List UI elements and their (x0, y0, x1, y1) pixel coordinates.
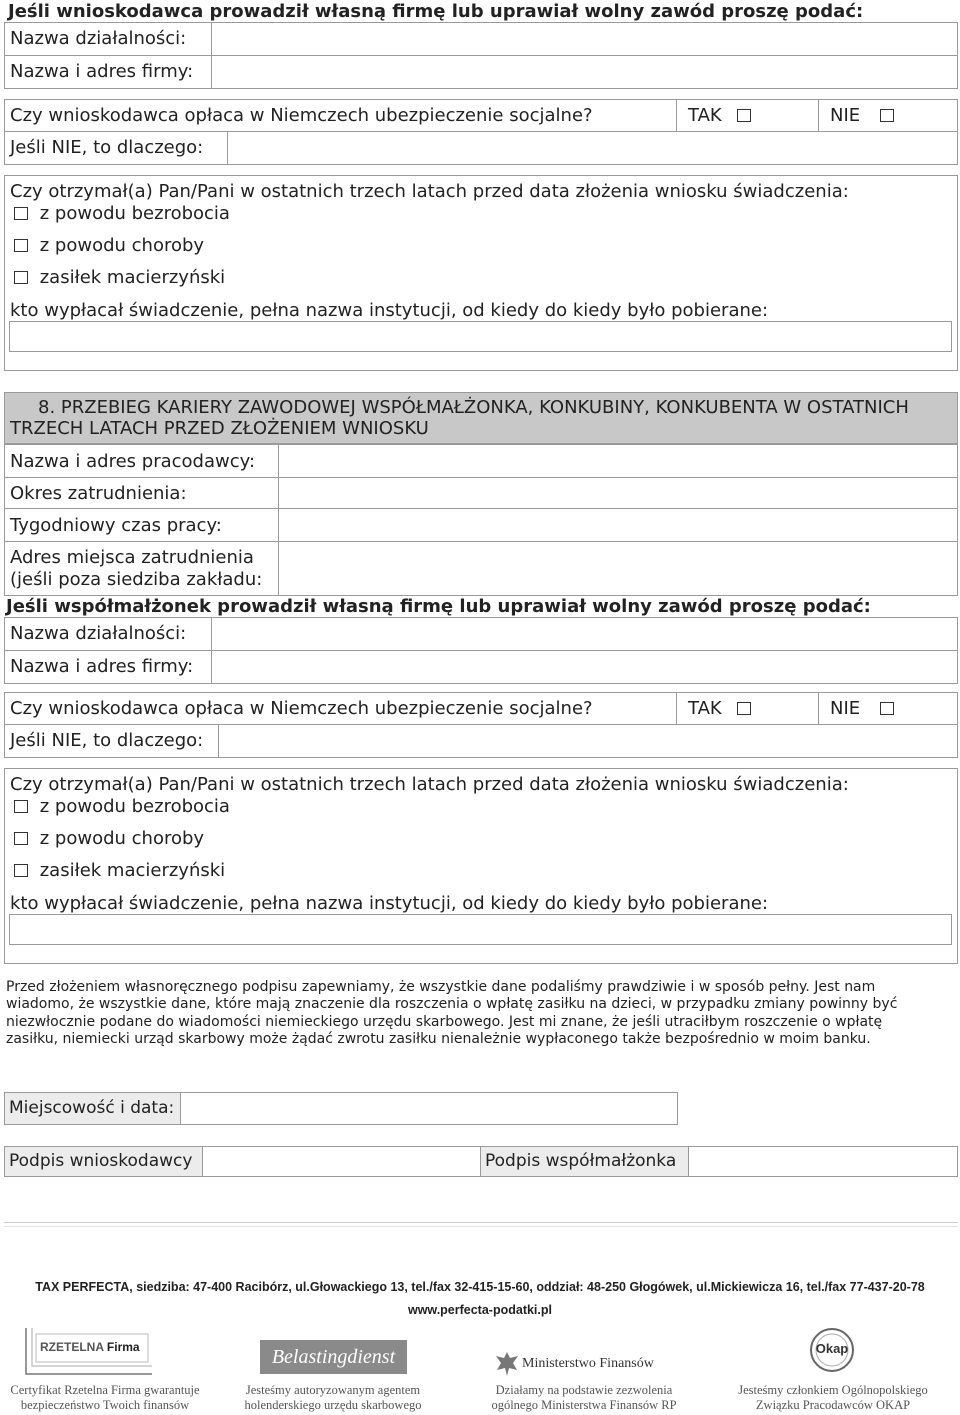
payer-field[interactable] (9, 321, 952, 352)
period-field[interactable] (278, 477, 958, 509)
caption-belastingdienst-line1: Jesteśmy autoryzowanym agentem (245, 1383, 421, 1397)
benefit-unemployment (14, 203, 230, 225)
okap-text: Okap (815, 1341, 849, 1356)
spouse-maternity-label: zasiłek macierzyński (39, 860, 226, 881)
place-date-label: Miejscowość i data: (9, 1098, 175, 1118)
declaration-text (6, 979, 956, 1049)
spouse-payer-field[interactable] (9, 914, 952, 945)
spouse-unemployment-label: z powodu bezrobocia (39, 796, 230, 817)
benefits-question: Czy otrzymał(a) Pan/Pani w ostatnich trzech latach przed data złożenia wniosku świadczenia: (10, 181, 849, 202)
spouse-unemployment-checkbox[interactable] (14, 800, 28, 813)
caption-belastingdienst-line2: holenderskiego urzędu skarbowego (244, 1398, 422, 1412)
spouse-insurance-question: Czy wnioskodawca opłaca w Niemczech ubezpieczenie socjalne? (10, 698, 593, 719)
caption-rzetelna-line2: bezpieczeństwo Twoich finansów (20, 1398, 190, 1412)
business-address-label: Nazwa i adres firmy: (10, 61, 194, 82)
spouse-business-address-label: Nazwa i adres firmy: (10, 656, 194, 677)
yes-option (688, 105, 751, 127)
applicant-signature-field[interactable] (202, 1146, 481, 1177)
spouse-benefit-maternity (14, 860, 225, 882)
business-name-label: Nazwa działalności: (10, 28, 187, 49)
insurance-question: Czy wnioskodawca opłaca w Niemczech ubezpieczenie socjalne? (10, 105, 593, 126)
employer-label: Nazwa i adres pracodawcy: (10, 451, 256, 472)
spouse-business-name-label: Nazwa działalności: (10, 623, 187, 644)
okap-logo (808, 1326, 856, 1374)
spouse-signature-field[interactable] (688, 1146, 958, 1177)
spouse-business-address-field[interactable] (211, 650, 958, 684)
spouse-no-label: NIE (830, 698, 861, 719)
belastingdienst-logo (260, 1340, 407, 1374)
caption-ministerstwo-line1: Działamy na podstawie zezwolenia (495, 1383, 673, 1397)
if-no-field[interactable] (227, 131, 958, 165)
business-name-field[interactable] (211, 22, 958, 56)
declaration-line-1: Przed złożeniem własnoręcznego podpisu zapewniamy, że wszystkie dane podaliśmy prawdziwie i w sposób pełny. Jest nam (6, 979, 876, 995)
section-b-heading: Jeśli współmałżonek prowadził własną firmę lub uprawiał wolny zawód proszę podać: (6, 596, 871, 617)
caption-okap-line2: Związku Pracodawców OKAP (755, 1398, 911, 1412)
spouse-yes-label: TAK (688, 698, 722, 719)
unemployment-label: z powodu bezrobocia (39, 203, 230, 224)
yes-label: TAK (688, 105, 722, 126)
section-a-heading: Jeśli wnioskodawca prowadził własną firmę lub uprawiał wolny zawód proszę podać: (8, 1, 864, 22)
spouse-payer-label: kto wypłacał świadczenie, pełna nazwa instytucji, od kiedy do kiedy było pobierane: (10, 893, 769, 914)
spouse-benefit-sickness (14, 828, 204, 850)
spouse-insurance-divider-2 (818, 692, 819, 725)
spouse-insurance-divider-1 (676, 692, 677, 725)
declaration-line-4: zasiłku, niemiecki urząd skarbowy może żądać zwrotu zasiłku nienależnie wypłaconego także bezpośrednio w moim banku. (6, 1031, 871, 1048)
declaration-line-3: niezwłocznie podane do wiadomości niemieckiego urzędu skarbowego. Jest mi znane, że jeśli utraciłbym roszczenie o wpłatę (6, 1013, 883, 1030)
insurance-divider-2 (818, 99, 819, 132)
spouse-if-no-field[interactable] (218, 724, 958, 758)
belastingdienst-text: Belastingdienst (271, 1346, 396, 1368)
sickness-label: z powodu choroby (39, 235, 205, 256)
benefit-sickness (14, 235, 204, 257)
declaration-line-2: wiadomo, że wszystkie dane, które mają znaczenie dla roszczenia o wpłatę zasiłku na dzieci, w przypadku zmiany powinny być (6, 996, 898, 1013)
benefit-maternity (14, 267, 225, 289)
spouse-benefit-unemployment (14, 796, 230, 818)
no-checkbox[interactable] (880, 109, 894, 122)
caption-rzetelna (0, 1383, 210, 1413)
period-label: Okres zatrudnienia: (10, 483, 187, 504)
if-no-label: Jeśli NIE, to dlaczego: (10, 137, 204, 158)
separator-line (4, 1222, 958, 1223)
caption-okap-line1: Jesteśmy członkiem Ogólnopolskiego (738, 1383, 928, 1397)
maternity-checkbox[interactable] (14, 271, 28, 284)
spouse-yes-option (688, 698, 751, 720)
ministerstwo-logo (494, 1350, 674, 1380)
yes-checkbox[interactable] (737, 109, 751, 122)
spouse-maternity-checkbox[interactable] (14, 864, 28, 877)
employer-field[interactable] (278, 444, 958, 478)
caption-ministerstwo-line2: ogólnego Ministerstwa Finansów RP (491, 1398, 677, 1412)
business-address-field[interactable] (211, 55, 958, 89)
caption-okap (727, 1383, 939, 1413)
payer-label: kto wypłacał świadczenie, pełna nazwa instytucji, od kiedy do kiedy było pobierane: (10, 300, 769, 321)
no-option (830, 105, 894, 127)
weekly-hours-field[interactable] (278, 508, 958, 542)
section8-title-line2: TRZECH LATACH PRZED ZŁOŻENIEM WNIOSKU (10, 418, 429, 439)
applicant-signature-label: Podpis wnioskodawcy (9, 1151, 193, 1171)
caption-rzetelna-line1: Certyfikat Rzetelna Firma gwarantuje (10, 1383, 200, 1397)
section8-title-line1: 8. PRZEBIEG KARIERY ZAWODOWEJ WSPÓŁMAŁŻONKA, KONKUBINY, KONKUBENTA W OSTATNICH (38, 397, 909, 418)
spouse-signature-label: Podpis współmałżonka (485, 1151, 677, 1171)
ministerstwo-text: Ministerstwo Finansów (522, 1356, 654, 1371)
footer-contact: TAX PERFECTA, siedziba: 47-400 Racibórz, ul.Głowackiego 13, tel./fax 32-415-15-60, oddział: 48-250 Głogówek, ul.Mickiewicza 16, tel./fax 77-437-20-78 (35, 1280, 925, 1294)
spouse-no-checkbox[interactable] (880, 702, 894, 715)
spouse-benefits-question: Czy otrzymał(a) Pan/Pani w ostatnich trzech latach przed data złożenia wniosku świadczenia: (10, 774, 849, 795)
caption-ministerstwo (478, 1383, 690, 1413)
spouse-business-name-field[interactable] (211, 617, 958, 651)
spouse-sickness-checkbox[interactable] (14, 832, 28, 845)
spouse-no-option (830, 698, 894, 720)
separator-line-2 (4, 1226, 958, 1227)
sickness-checkbox[interactable] (14, 239, 28, 252)
no-label: NIE (830, 105, 861, 126)
weekly-hours-label: Tygodniowy czas pracy: (10, 515, 222, 536)
rzetelna-firma-logo (22, 1322, 156, 1378)
unemployment-checkbox[interactable] (14, 207, 28, 220)
workplace-field[interactable] (278, 541, 958, 596)
place-date-field[interactable] (180, 1092, 678, 1125)
footer-website[interactable]: www.perfecta-podatki.pl (407, 1303, 552, 1317)
spouse-yes-checkbox[interactable] (737, 702, 751, 715)
spouse-if-no-label: Jeśli NIE, to dlaczego: (10, 730, 204, 751)
insurance-divider-1 (676, 99, 677, 132)
eagle-emblem-icon (494, 1350, 520, 1378)
rzetelna-text: RZETELNA (40, 1340, 104, 1354)
workplace-label-line2: (jeśli poza siedziba zakładu: (10, 569, 263, 590)
firma-text: Firma (106, 1340, 140, 1354)
maternity-label: zasiłek macierzyński (39, 267, 226, 288)
workplace-label-line1: Adres miejsca zatrudnienia (10, 547, 254, 568)
caption-belastingdienst (228, 1383, 438, 1413)
spouse-sickness-label: z powodu choroby (39, 828, 205, 849)
